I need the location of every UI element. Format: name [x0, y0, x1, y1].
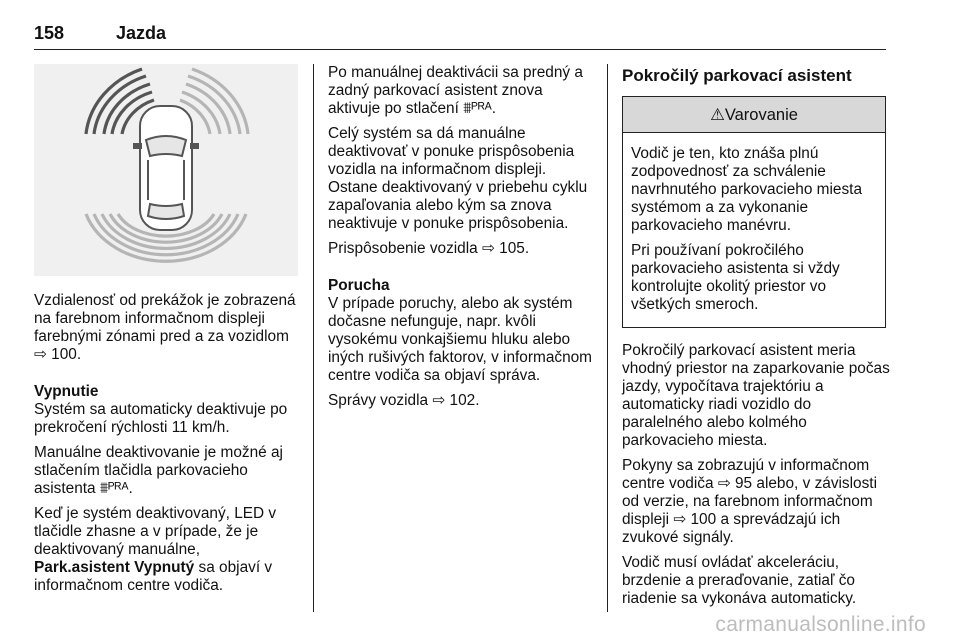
- paragraph: Pokyny sa zobrazujú v informačnom centre vodiča ⇨ 95 alebo, v závislosti od verzie, na farebnom informačnom displeji ⇨ 100 a sprevádzajú ich zvukové signály.: [622, 457, 877, 546]
- page-header: [34, 22, 886, 50]
- column-divider: [313, 64, 314, 612]
- warning-header: ⚠Varovanie: [623, 97, 885, 133]
- paragraph: Správy vozidla ⇨ 102.: [328, 392, 480, 409]
- message-text: Park.asistent Vypnutý: [34, 559, 195, 576]
- section-heading: Pokročilý parkovací asistent: [622, 66, 852, 85]
- paragraph: Vodič musí ovládať akceleráciu, brzdenie a preraďovanie, zatiaľ čo riadenie sa vykonáva automaticky.: [622, 554, 857, 607]
- page-number: 158: [34, 23, 65, 43]
- column-right: [622, 64, 890, 615]
- paragraph: [34, 505, 298, 595]
- paragraph: Celý systém sa dá manuálne deaktivovať v ponuke prispôsobenia vozidla na informačnom displeji. Ostane deaktivovaný v priebehu cyklu zapaľovania alebo kým sa znova neaktivuje v ponuke prispôsobenia.: [328, 125, 588, 232]
- figure-caption: Vzdialenosť od prekážok je zobrazená na farebnom informačnom displeji farebnými zónami pred a za vozidlom ⇨ 100.: [34, 292, 296, 363]
- watermark: carmanualsonline.info: [715, 613, 926, 636]
- paragraph: Po manuálnej deaktivácii sa predný a zadný parkovací asistent znova aktivuje po stlačení ⩩ᴾᴿᴬ.: [328, 64, 583, 117]
- paragraph: Pokročilý parkovací asistent meria vhodný priestor na zaparkovanie počas jazdy, vypočítava trajektóriu a automaticky riadi vozidlo do paralelného alebo kolmého parkovacieho miesta.: [622, 342, 890, 449]
- column-divider: [607, 64, 608, 612]
- heading-porucha: Porucha: [328, 277, 390, 294]
- parking-sensor-figure: [34, 64, 298, 276]
- paragraph: Prispôsobenie vozidla ⇨ 105.: [328, 240, 530, 257]
- paragraph-text: sa objaví v informačnom centre vodiča.: [34, 559, 273, 594]
- paragraph: V prípade poruchy, alebo ak systém dočasne nefunguje, napr. kvôli vysokému vonkajšiemu hluku alebo iných rušivých faktorov, v informačnom centre vodiča sa objaví správa.: [328, 295, 593, 384]
- warning-box: [622, 96, 886, 328]
- warning-text: Vodič je ten, kto znáša plnú zodpovednosť za schválenie navrhnutého parkovacieho miesta systémom a za vykonanie parkovacieho manévru.: [631, 145, 863, 234]
- paragraph-text: Keď je systém deaktivovaný, LED v tlačidle zhasne a v prípade, že je deaktivovaný manuálne,: [34, 505, 277, 558]
- warning-text: Pri používaní pokročilého parkovacieho asistenta si vždy kontrolujte okolitý priestor vo všetkých smeroch.: [631, 242, 840, 313]
- column-middle: [328, 64, 596, 417]
- column-left: [34, 64, 298, 602]
- heading-vypnutie: Vypnutie: [34, 383, 99, 400]
- section-title: Jazda: [116, 23, 167, 43]
- paragraph: Systém sa automaticky deaktivuje po prekročení rýchlosti 11 km/h.: [34, 401, 288, 436]
- paragraph: Manuálne deaktivovanie je možné aj stlačením tlačidla parkovacieho asistenta ⩩ᴾᴿᴬ.: [34, 444, 283, 497]
- car-sensor-zones-illustration: [34, 64, 298, 276]
